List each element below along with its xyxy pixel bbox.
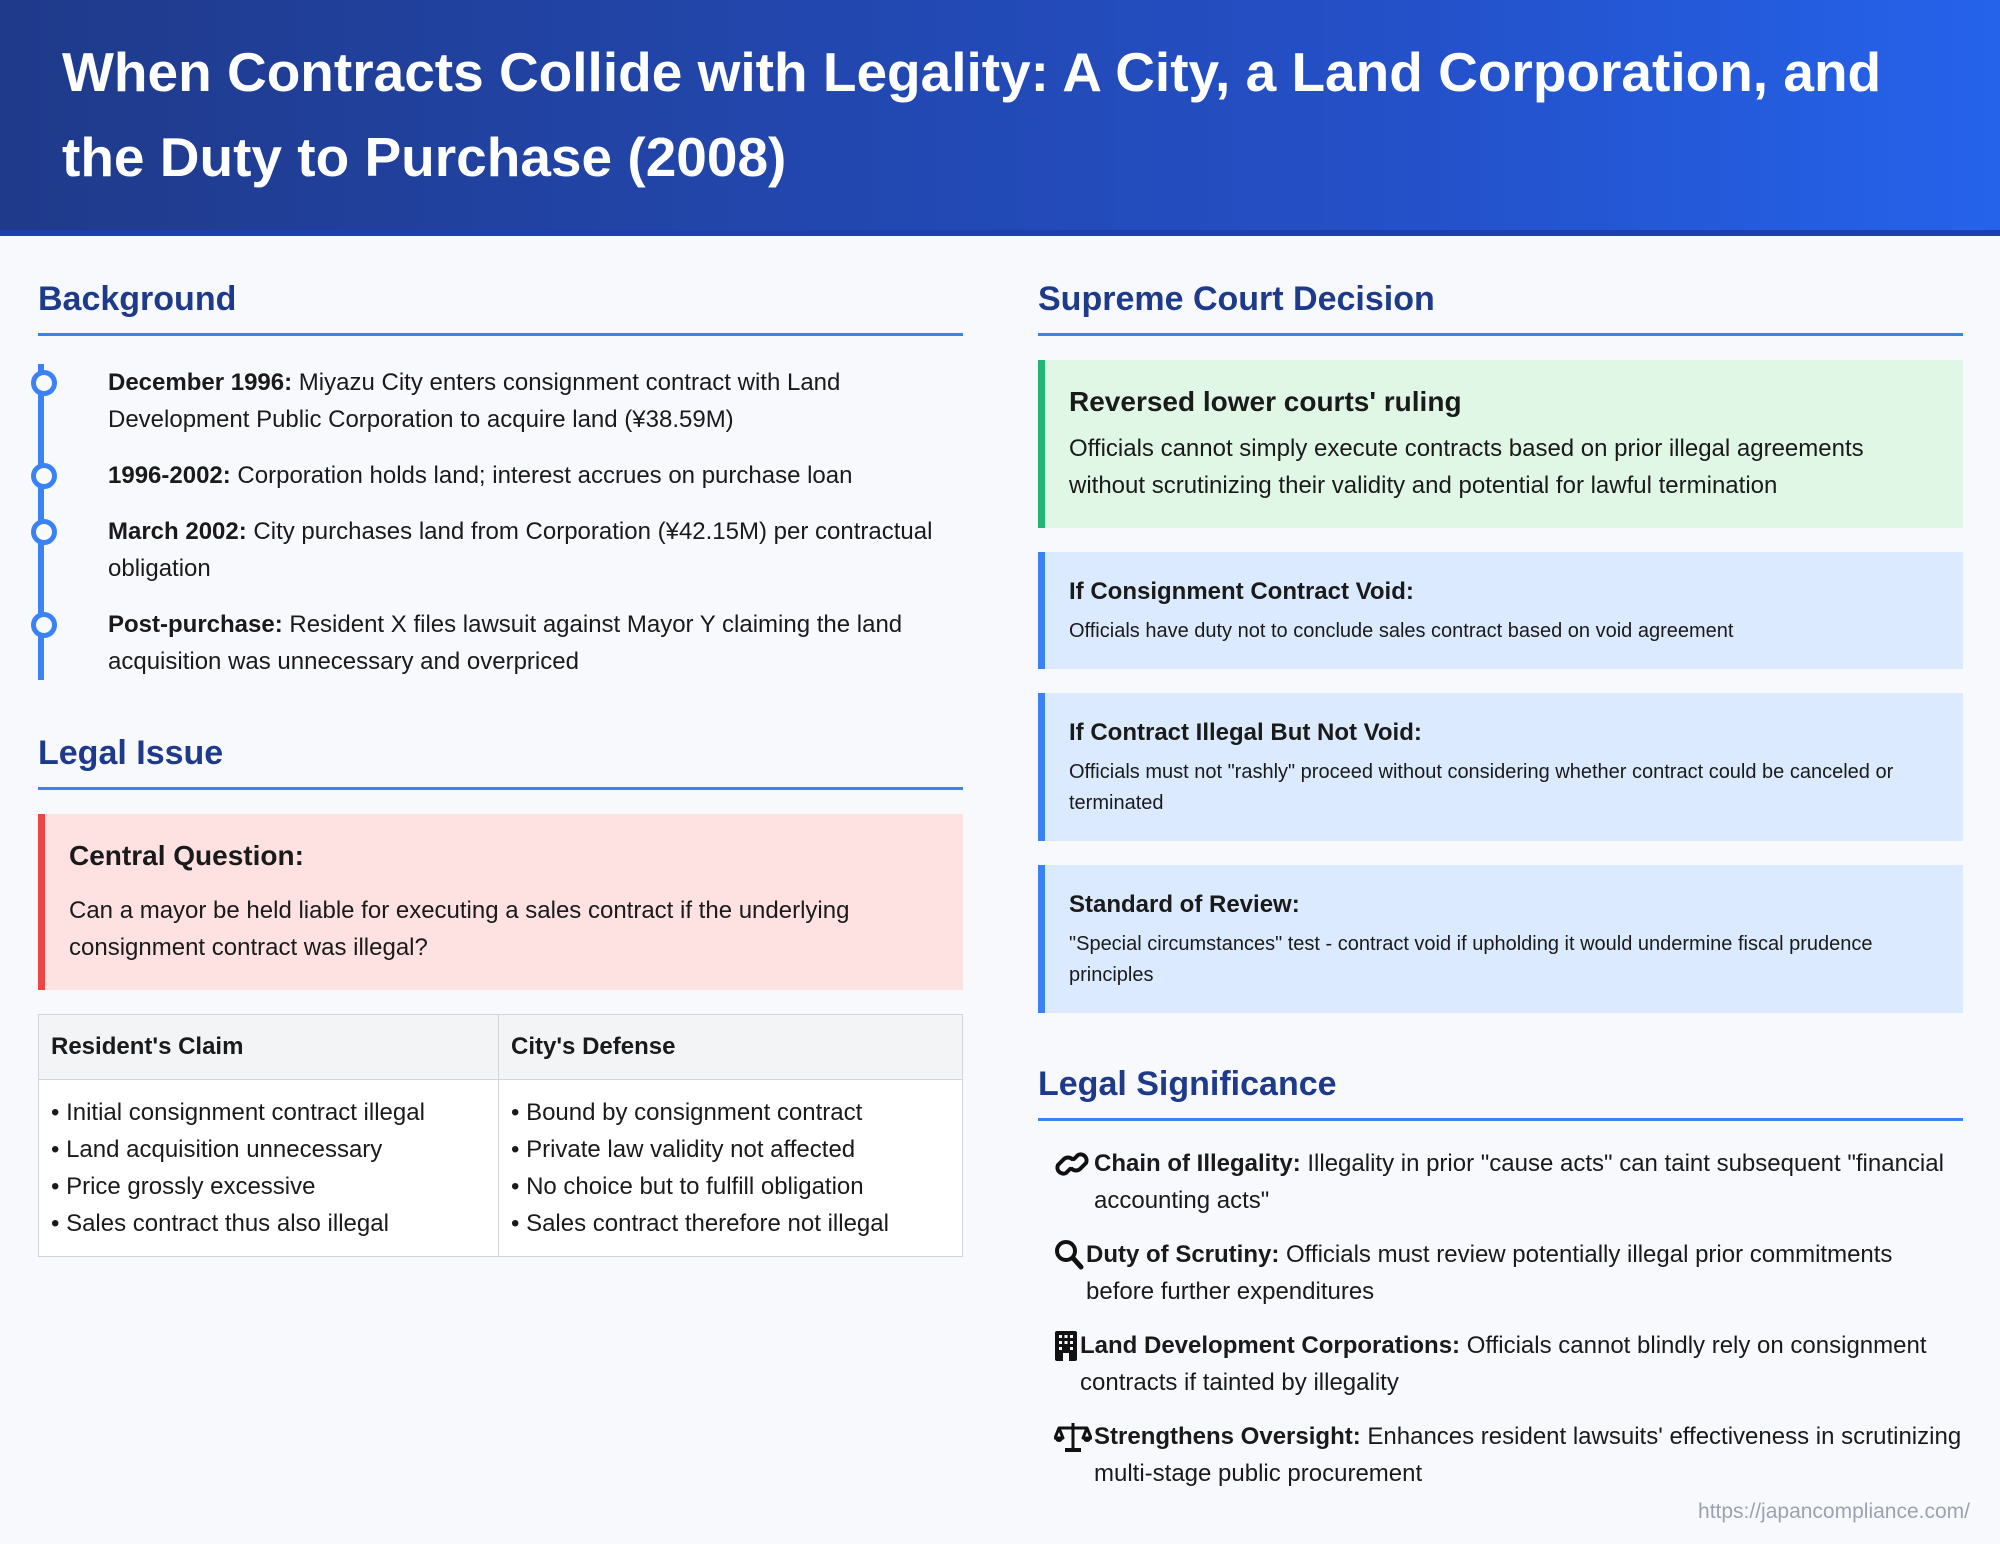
timeline-dot-icon [31,370,57,396]
list-item: • Sales contract therefore not illegal [511,1210,889,1237]
decision-summary-box [1038,360,1963,528]
building-icon [1054,1329,1078,1401]
decision-point-text: Officials must not "rashly" proceed without considering whether contract could be canceled or terminated [1069,761,1894,814]
significance-text: Enhances resident lawsuits' effectiveness in scrutinizing multi-stage public procurement [1094,1423,1962,1487]
timeline-date: 1996-2002: [108,462,231,489]
timeline-item [108,513,963,587]
scale-icon [1054,1420,1092,1492]
right-column [1038,236,1963,1509]
decision-heading: Supreme Court Decision [1038,280,1963,336]
decision-summary-title: Reversed lower courts' ruling [1069,386,1462,417]
citys-defense-header: City's Defense [499,1015,963,1080]
link-icon [1054,1147,1092,1219]
significance-item [1054,1145,1963,1219]
timeline-item [108,457,963,494]
background-heading: Background [38,280,963,336]
significance-heading: Legal Significance [1038,1065,1963,1121]
significance-label: Chain of Illegality: [1094,1150,1301,1177]
timeline-item [108,364,963,438]
significance-label: Duty of Scrutiny: [1086,1241,1280,1268]
significance-item [1054,1418,1963,1492]
timeline-text: Corporation holds land; interest accrues on purchase loan [230,462,853,489]
residents-claim-cell [39,1080,499,1257]
decision-point-box [1038,693,1963,841]
list-item: • Initial consignment contract illegal [51,1099,425,1126]
decision-point-text: "Special circumstances" test - contract void if upholding it would undermine fiscal prudence principles [1069,933,1873,986]
claims-table [38,1014,963,1257]
significance-text: Officials must review potentially illegal prior commitments before further expenditures [1086,1241,1893,1305]
central-question-box [38,814,963,990]
table-header-row [39,1015,963,1080]
decision-point-box [1038,865,1963,1013]
significance-label: Strengthens Oversight: [1094,1423,1361,1450]
significance-text: Illegality in prior "cause acts" can taint subsequent "financial accounting acts" [1094,1150,1944,1214]
timeline-text: City purchases land from Corporation (¥42.15M) per contractual obligation [108,518,933,582]
significance-item [1054,1327,1963,1401]
list-item: • Land acquisition unnecessary [51,1136,383,1163]
decision-point-title: If Contract Illegal But Not Void: [1069,719,1422,746]
timeline-date: Post-purchase: [108,611,283,638]
central-question-text: Can a mayor be held liable for executing a sales contract if the underlying consignment contract was illegal? [69,897,850,961]
legal-issue-heading: Legal Issue [38,734,963,790]
timeline-item [108,606,963,680]
footer-url[interactable]: https://japancompliance.com/ [1698,1500,1970,1523]
decision-summary-text: Officials cannot simply execute contracts based on prior illegal agreements without scrutinizing their validity and potential for lawful termination [1069,435,1864,499]
timeline-dot-icon [31,519,57,545]
decision-point-title: If Consignment Contract Void: [1069,578,1414,605]
timeline-dot-icon [31,612,57,638]
left-column [38,236,963,1257]
search-icon [1054,1238,1084,1310]
decision-point-box [1038,552,1963,669]
significance-list [1038,1145,1963,1492]
timeline-text: Miyazu City enters consignment contract with Land Development Public Corporation to acquire land (¥38.59M) [108,369,841,433]
list-item: • Sales contract thus also illegal [51,1210,389,1237]
timeline-date: December 1996: [108,369,293,396]
timeline-text: Resident X files lawsuit against Mayor Y claiming the land acquisition was unnecessary and overpriced [108,611,903,675]
timeline-date: March 2002: [108,518,247,545]
central-question-title: Central Question: [69,840,304,871]
timeline-dot-icon [31,463,57,489]
significance-label: Land Development Corporations: [1080,1332,1461,1359]
significance-text: Officials cannot blindly rely on consignment contracts if tainted by illegality [1080,1332,1927,1396]
citys-defense-cell [499,1080,963,1257]
significance-item [1054,1236,1963,1310]
decision-point-title: Standard of Review: [1069,891,1300,918]
list-item: • No choice but to fulfill obligation [511,1173,864,1200]
list-item: • Bound by consignment contract [511,1099,863,1126]
page-header [0,0,2000,236]
table-row [39,1080,963,1257]
decision-point-text: Officials have duty not to conclude sales contract based on void agreement [1069,620,1734,642]
timeline [38,364,963,680]
residents-claim-header: Resident's Claim [39,1015,499,1080]
page-title: When Contracts Collide with Legality: A City, a Land Corporation, and the Duty to Purchase (2008) [62,41,1882,188]
list-item: • Private law validity not affected [511,1136,856,1163]
list-item: • Price grossly excessive [51,1173,316,1200]
